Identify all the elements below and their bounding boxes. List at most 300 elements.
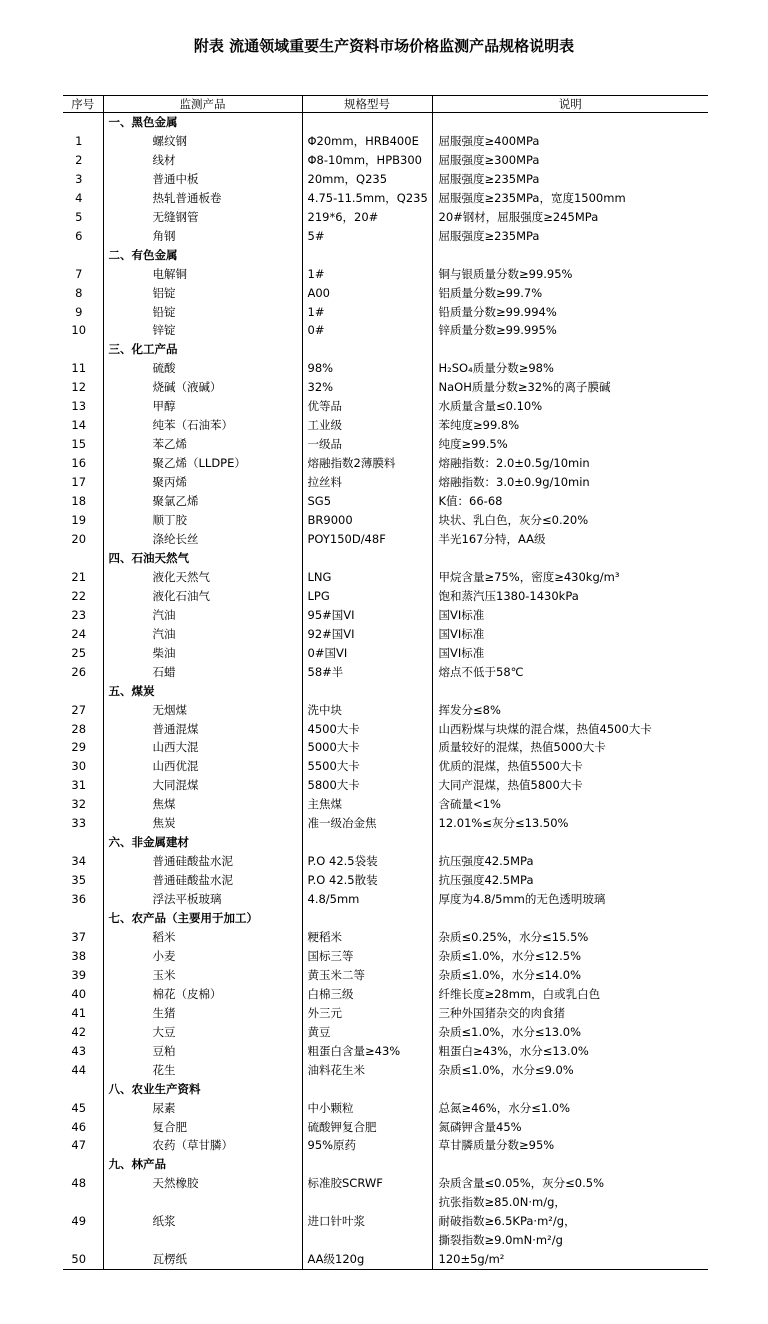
product-name: 汽油 (103, 625, 302, 644)
row-number: 29 (71, 740, 87, 755)
table-row (63, 871, 708, 890)
table-row (63, 132, 708, 151)
row-number: 34 (71, 854, 87, 869)
section-row (63, 1080, 708, 1099)
product-name: 液化天然气 (103, 568, 302, 587)
row-number: 7 (75, 266, 83, 281)
spec-value: P.O 42.5袋装 (302, 852, 432, 871)
row-number: 27 (71, 702, 87, 717)
table-row (63, 1174, 708, 1193)
product-name: 浮法平板玻璃 (103, 890, 302, 909)
table-row (63, 378, 708, 397)
section-row (63, 549, 708, 568)
spec-value: A00 (302, 284, 432, 303)
document-title: 附表 流通领域重要生产资料市场价格监测产品规格说明表 (193, 37, 575, 55)
row-number: 11 (71, 361, 87, 376)
row-number: 10 (71, 323, 87, 338)
section-spec-cell (302, 909, 432, 928)
description-cell: 国VI标准 (432, 606, 708, 625)
product-name: 铅锭 (103, 303, 302, 322)
row-number: 36 (71, 892, 87, 907)
row-number: 47 (71, 1138, 87, 1153)
row-number: 14 (71, 418, 87, 433)
row-number: 31 (71, 778, 87, 793)
table-row (63, 189, 708, 208)
row-number: 40 (71, 986, 87, 1001)
section-name: 四、石油天然气 (103, 549, 302, 568)
description-cell: 熔融指数：2.0±0.5g/10min (432, 454, 708, 473)
spec-value: 工业级 (302, 416, 432, 435)
row-number: 43 (71, 1043, 87, 1058)
description-cell: 块状、乳白色，灰分≤0.20% (432, 511, 708, 530)
table-row (63, 416, 708, 435)
table-row (63, 625, 708, 644)
table-row (63, 606, 708, 625)
section-desc-cell (432, 682, 708, 701)
table-row (63, 701, 708, 720)
row-number: 37 (71, 929, 87, 944)
spec-value: 0# (302, 321, 432, 340)
section-number-cell (63, 682, 103, 701)
spec-value: 粳稻米 (302, 928, 432, 947)
spec-value: 4500大卡 (302, 720, 432, 739)
spec-value: 硫酸钾复合肥 (302, 1118, 432, 1137)
table-row (63, 1250, 708, 1269)
spec-value: 219*6，20# (302, 208, 432, 227)
product-name: 纸浆 (103, 1193, 302, 1250)
product-name: 甲醇 (103, 397, 302, 416)
row-number: 9 (75, 304, 83, 319)
table-row (63, 587, 708, 606)
product-name: 石蜡 (103, 663, 302, 682)
description-cell: 纯度≥99.5% (432, 435, 708, 454)
product-name: 尿素 (103, 1099, 302, 1118)
description-cell: 大同产混煤，热值5800大卡 (432, 776, 708, 795)
product-name: 小麦 (103, 947, 302, 966)
product-name: 复合肥 (103, 1118, 302, 1137)
spec-value: 油料花生米 (302, 1061, 432, 1080)
table-row (63, 890, 708, 909)
spec-value: 98% (302, 359, 432, 378)
section-row (63, 682, 708, 701)
section-spec-cell (302, 1155, 432, 1174)
description-cell: 纤维长度≥28mm，白或乳白色 (432, 985, 708, 1004)
row-number: 5 (75, 209, 83, 224)
product-name: 豆粕 (103, 1042, 302, 1061)
description-cell (432, 1193, 708, 1250)
table-row (63, 663, 708, 682)
description-cell: 杂质≤1.0%，水分≤14.0% (432, 966, 708, 985)
row-number: 21 (71, 569, 87, 584)
description-cell: 质量较好的混煤，热值5000大卡 (432, 738, 708, 757)
description-cell: 铜与银质量分数≥99.95% (432, 265, 708, 284)
description-cell: 饱和蒸汽压1380-1430kPa (432, 587, 708, 606)
product-name: 纯苯（石油苯） (103, 416, 302, 435)
description-cell: 杂质≤1.0%，水分≤13.0% (432, 1023, 708, 1042)
section-name: 一、黑色金属 (103, 113, 302, 132)
description-cell: 抗压强度42.5MPa (432, 871, 708, 890)
row-number: 6 (75, 228, 83, 243)
spec-value: 白棉三级 (302, 985, 432, 1004)
spec-value: 0#国VI (302, 644, 432, 663)
section-spec-cell (302, 246, 432, 265)
spec-value: 一级品 (302, 435, 432, 454)
table-row (63, 303, 708, 322)
spec-value: 1# (302, 303, 432, 322)
section-name: 三、化工产品 (103, 340, 302, 359)
section-spec-cell (302, 340, 432, 359)
table-row (63, 966, 708, 985)
section-desc-cell (432, 246, 708, 265)
table-row (63, 492, 708, 511)
table-row (63, 720, 708, 739)
section-spec-cell (302, 113, 432, 132)
product-name: 大豆 (103, 1023, 302, 1042)
row-number: 20 (71, 531, 87, 546)
description-cell: K值：66-68 (432, 492, 708, 511)
product-name: 柴油 (103, 644, 302, 663)
description-cell: 屈服强度≥235MPa (432, 170, 708, 189)
table-row (63, 321, 708, 340)
spec-value: 熔融指数2薄膜料 (302, 454, 432, 473)
product-name: 大同混煤 (103, 776, 302, 795)
table-row (63, 947, 708, 966)
table-row (63, 284, 708, 303)
row-number: 33 (71, 816, 87, 831)
table-row (63, 359, 708, 378)
spec-value: 拉丝料 (302, 473, 432, 492)
table-row (63, 814, 708, 833)
section-name: 六、非金属建材 (103, 833, 302, 852)
product-name: 山西大混 (103, 738, 302, 757)
spec-value: LPG (302, 587, 432, 606)
description-cell: 杂质≤1.0%，水分≤9.0% (432, 1061, 708, 1080)
section-number-cell (63, 246, 103, 265)
section-number-cell (63, 1080, 103, 1099)
table-row (63, 738, 708, 757)
row-number: 24 (71, 626, 87, 641)
section-desc-cell (432, 1155, 708, 1174)
product-name: 角钢 (103, 227, 302, 246)
section-name: 二、有色金属 (103, 246, 302, 265)
description-cell: 杂质≤1.0%，水分≤12.5% (432, 947, 708, 966)
row-number: 41 (71, 1005, 87, 1020)
spec-value: 4.75-11.5mm，Q235 (302, 189, 432, 208)
section-spec-cell (302, 1080, 432, 1099)
description-cell: 甲烷含量≥75%，密度≥430kg/m³ (432, 568, 708, 587)
product-name: 生猪 (103, 1004, 302, 1023)
table-row (63, 928, 708, 947)
table-row (63, 511, 708, 530)
product-name: 铝锭 (103, 284, 302, 303)
table-body (63, 113, 708, 1270)
description-line: 撕裂指数≥9.0mN·m²/g (438, 1233, 563, 1248)
row-number: 42 (71, 1024, 87, 1039)
spec-value: 黄豆 (302, 1023, 432, 1042)
row-number: 3 (75, 171, 83, 186)
table-row (63, 795, 708, 814)
section-desc-cell (432, 909, 708, 928)
description-cell: 抗压强度42.5MPa (432, 852, 708, 871)
table-row (63, 985, 708, 1004)
row-number: 39 (71, 967, 87, 982)
row-number: 2 (75, 152, 83, 167)
product-name: 聚乙烯（LLDPE） (103, 454, 302, 473)
product-name: 涤纶长丝 (103, 530, 302, 549)
section-number-cell (63, 113, 103, 132)
description-cell: 水质量含量≤0.10% (432, 397, 708, 416)
description-cell: 山西粉煤与块煤的混合煤，热值4500大卡 (432, 720, 708, 739)
spec-value: 标准胶SCRWF (302, 1174, 432, 1193)
spec-value: Φ20mm，HRB400E (302, 132, 432, 151)
spec-value: POY150D/48F (302, 530, 432, 549)
table-row (63, 397, 708, 416)
spec-value: 5500大卡 (302, 757, 432, 776)
row-number: 44 (71, 1062, 87, 1077)
table-row (63, 1004, 708, 1023)
section-row (63, 246, 708, 265)
header-description: 说明 (432, 96, 708, 113)
description-cell: 草甘膦质量分数≥95% (432, 1136, 708, 1155)
product-name: 天然橡胶 (103, 1174, 302, 1193)
header-number: 序号 (63, 96, 103, 113)
spec-value: 进口针叶浆 (302, 1193, 432, 1250)
table-row (63, 208, 708, 227)
spec-value: 黄玉米二等 (302, 966, 432, 985)
description-cell: 氮磷钾含量45% (432, 1118, 708, 1137)
product-name: 稻米 (103, 928, 302, 947)
spec-value: 4.8/5mm (302, 890, 432, 909)
section-row (63, 113, 708, 132)
description-cell: H₂SO₄质量分数≥98% (432, 359, 708, 378)
description-cell: 屈服强度≥235MPa，宽度1500mm (432, 189, 708, 208)
product-name: 瓦楞纸 (103, 1250, 302, 1269)
section-name: 七、农产品（主要用于加工） (103, 909, 302, 928)
product-name: 汽油 (103, 606, 302, 625)
section-row (63, 833, 708, 852)
section-row (63, 909, 708, 928)
table-row (63, 757, 708, 776)
section-name: 八、农业生产资料 (103, 1080, 302, 1099)
description-cell: 熔点不低于58℃ (432, 663, 708, 682)
header-product: 监测产品 (103, 96, 302, 113)
table-row (63, 568, 708, 587)
row-number: 30 (71, 759, 87, 774)
description-cell: 杂质≤0.25%，水分≤15.5% (432, 928, 708, 947)
spec-value: P.O 42.5散装 (302, 871, 432, 890)
section-desc-cell (432, 340, 708, 359)
row-number: 32 (71, 797, 87, 812)
description-line: 耐破指数≥6.5KPa·m²/g， (438, 1214, 576, 1229)
spec-value: 95%原药 (302, 1136, 432, 1155)
table-row (63, 776, 708, 795)
section-desc-cell (432, 1080, 708, 1099)
product-name: 普通中板 (103, 170, 302, 189)
product-name: 液化石油气 (103, 587, 302, 606)
description-cell: 铝质量分数≥99.7% (432, 284, 708, 303)
product-name: 无烟煤 (103, 701, 302, 720)
description-cell: 铅质量分数≥99.994% (432, 303, 708, 322)
section-row (63, 340, 708, 359)
table-row (63, 473, 708, 492)
description-cell: 锌质量分数≥99.995% (432, 321, 708, 340)
spec-value: 粗蛋白含量≥43% (302, 1042, 432, 1061)
spec-value: SG5 (302, 492, 432, 511)
spec-value: 5800大卡 (302, 776, 432, 795)
description-cell: NaOH质量分数≥32%的离子膜碱 (432, 378, 708, 397)
description-cell: 屈服强度≥300MPa (432, 151, 708, 170)
row-number: 1 (75, 133, 83, 148)
section-number-cell (63, 833, 103, 852)
description-cell: 12.01%≤灰分≤13.50% (432, 814, 708, 833)
table-row (63, 1193, 708, 1250)
row-number: 19 (71, 513, 87, 528)
description-cell: 粗蛋白≥43%，水分≤13.0% (432, 1042, 708, 1061)
row-number: 22 (71, 588, 87, 603)
row-number: 45 (71, 1100, 87, 1115)
product-name: 农药（草甘膦） (103, 1136, 302, 1155)
description-cell: 苯纯度≥99.8% (432, 416, 708, 435)
product-name: 烧碱（液碱） (103, 378, 302, 397)
product-name: 普通混煤 (103, 720, 302, 739)
description-cell: 20#钢材，屈服强度≥245MPa (432, 208, 708, 227)
spec-value: AA级120g (302, 1250, 432, 1269)
product-name: 锌锭 (103, 321, 302, 340)
table-row (63, 1042, 708, 1061)
section-spec-cell (302, 682, 432, 701)
spec-value: 58#半 (302, 663, 432, 682)
table-row (63, 1061, 708, 1080)
description-cell: 总氮≥46%，水分≤1.0% (432, 1099, 708, 1118)
spec-value: 主焦煤 (302, 795, 432, 814)
description-cell: 三种外国猪杂交的肉食猪 (432, 1004, 708, 1023)
product-name: 棉花（皮棉） (103, 985, 302, 1004)
spec-table (63, 95, 708, 1270)
row-number: 18 (71, 494, 87, 509)
description-cell: 熔融指数：3.0±0.9g/10min (432, 473, 708, 492)
row-number: 4 (75, 190, 83, 205)
row-number: 16 (71, 456, 87, 471)
table-row (63, 852, 708, 871)
product-name: 线材 (103, 151, 302, 170)
description-cell: 挥发分≤8% (432, 701, 708, 720)
section-row (63, 1155, 708, 1174)
table-row (63, 170, 708, 189)
product-name: 山西优混 (103, 757, 302, 776)
spec-value: 32% (302, 378, 432, 397)
product-name: 顺丁胶 (103, 511, 302, 530)
description-cell: 120±5g/m² (432, 1250, 708, 1269)
product-name: 聚丙烯 (103, 473, 302, 492)
description-cell: 半光167分特，AA级 (432, 530, 708, 549)
row-number: 13 (71, 399, 87, 414)
row-number: 28 (71, 721, 87, 736)
description-cell: 含硫量<1% (432, 795, 708, 814)
section-number-cell (63, 909, 103, 928)
spec-value: 95#国VI (302, 606, 432, 625)
row-number: 49 (71, 1214, 87, 1229)
product-name: 普通硅酸盐水泥 (103, 852, 302, 871)
spec-value: 20mm，Q235 (302, 170, 432, 189)
table-row (63, 435, 708, 454)
table-row (63, 1118, 708, 1137)
header-spec: 规格型号 (302, 96, 432, 113)
section-desc-cell (432, 113, 708, 132)
product-name: 无缝钢管 (103, 208, 302, 227)
product-name: 焦炭 (103, 814, 302, 833)
row-number: 48 (71, 1176, 87, 1191)
row-number: 50 (63, 1250, 103, 1269)
spec-value: 92#国VI (302, 625, 432, 644)
product-name: 玉米 (103, 966, 302, 985)
spec-value: 5000大卡 (302, 738, 432, 757)
description-line: 抗张指数≥85.0N·m/g， (438, 1195, 566, 1210)
spec-value: LNG (302, 568, 432, 587)
row-number: 8 (75, 285, 83, 300)
table-row (63, 265, 708, 284)
row-number: 26 (71, 664, 87, 679)
description-cell: 屈服强度≥235MPa (432, 227, 708, 246)
row-number: 17 (71, 475, 87, 490)
product-name: 硫酸 (103, 359, 302, 378)
section-number-cell (63, 549, 103, 568)
table-row (63, 454, 708, 473)
table-row (63, 1099, 708, 1118)
section-name: 九、林产品 (103, 1155, 302, 1174)
table-row (63, 1136, 708, 1155)
table-row (63, 151, 708, 170)
product-name: 热轧普通板卷 (103, 189, 302, 208)
row-number: 12 (71, 380, 87, 395)
row-number: 38 (71, 948, 87, 963)
row-number: 25 (71, 645, 87, 660)
spec-value: 5# (302, 227, 432, 246)
row-number: 35 (71, 873, 87, 888)
description-cell: 优质的混煤，热值5500大卡 (432, 757, 708, 776)
spec-value: 准一级冶金焦 (302, 814, 432, 833)
description-cell: 杂质含量≤0.05%，灰分≤0.5% (432, 1174, 708, 1193)
spec-value: 1# (302, 265, 432, 284)
section-desc-cell (432, 833, 708, 852)
section-number-cell (63, 1155, 103, 1174)
description-cell: 国VI标准 (432, 644, 708, 663)
product-name: 螺纹钢 (103, 132, 302, 151)
section-spec-cell (302, 833, 432, 852)
spec-value: BR9000 (302, 511, 432, 530)
row-number: 15 (71, 437, 87, 452)
section-spec-cell (302, 549, 432, 568)
spec-value: Φ8-10mm，HPB300 (302, 151, 432, 170)
product-name: 普通硅酸盐水泥 (103, 871, 302, 890)
product-name: 花生 (103, 1061, 302, 1080)
table-row (63, 1023, 708, 1042)
table-row (63, 227, 708, 246)
spec-value: 外三元 (302, 1004, 432, 1023)
spec-value: 国标三等 (302, 947, 432, 966)
row-number: 23 (71, 607, 87, 622)
product-name: 聚氯乙烯 (103, 492, 302, 511)
spec-value: 优等品 (302, 397, 432, 416)
section-desc-cell (432, 549, 708, 568)
product-name: 电解铜 (103, 265, 302, 284)
section-number-cell (63, 340, 103, 359)
table-row (63, 530, 708, 549)
description-cell: 国VI标准 (432, 625, 708, 644)
table-row (63, 644, 708, 663)
product-name: 苯乙烯 (103, 435, 302, 454)
section-name: 五、煤炭 (103, 682, 302, 701)
spec-value: 中小颗粒 (302, 1099, 432, 1118)
